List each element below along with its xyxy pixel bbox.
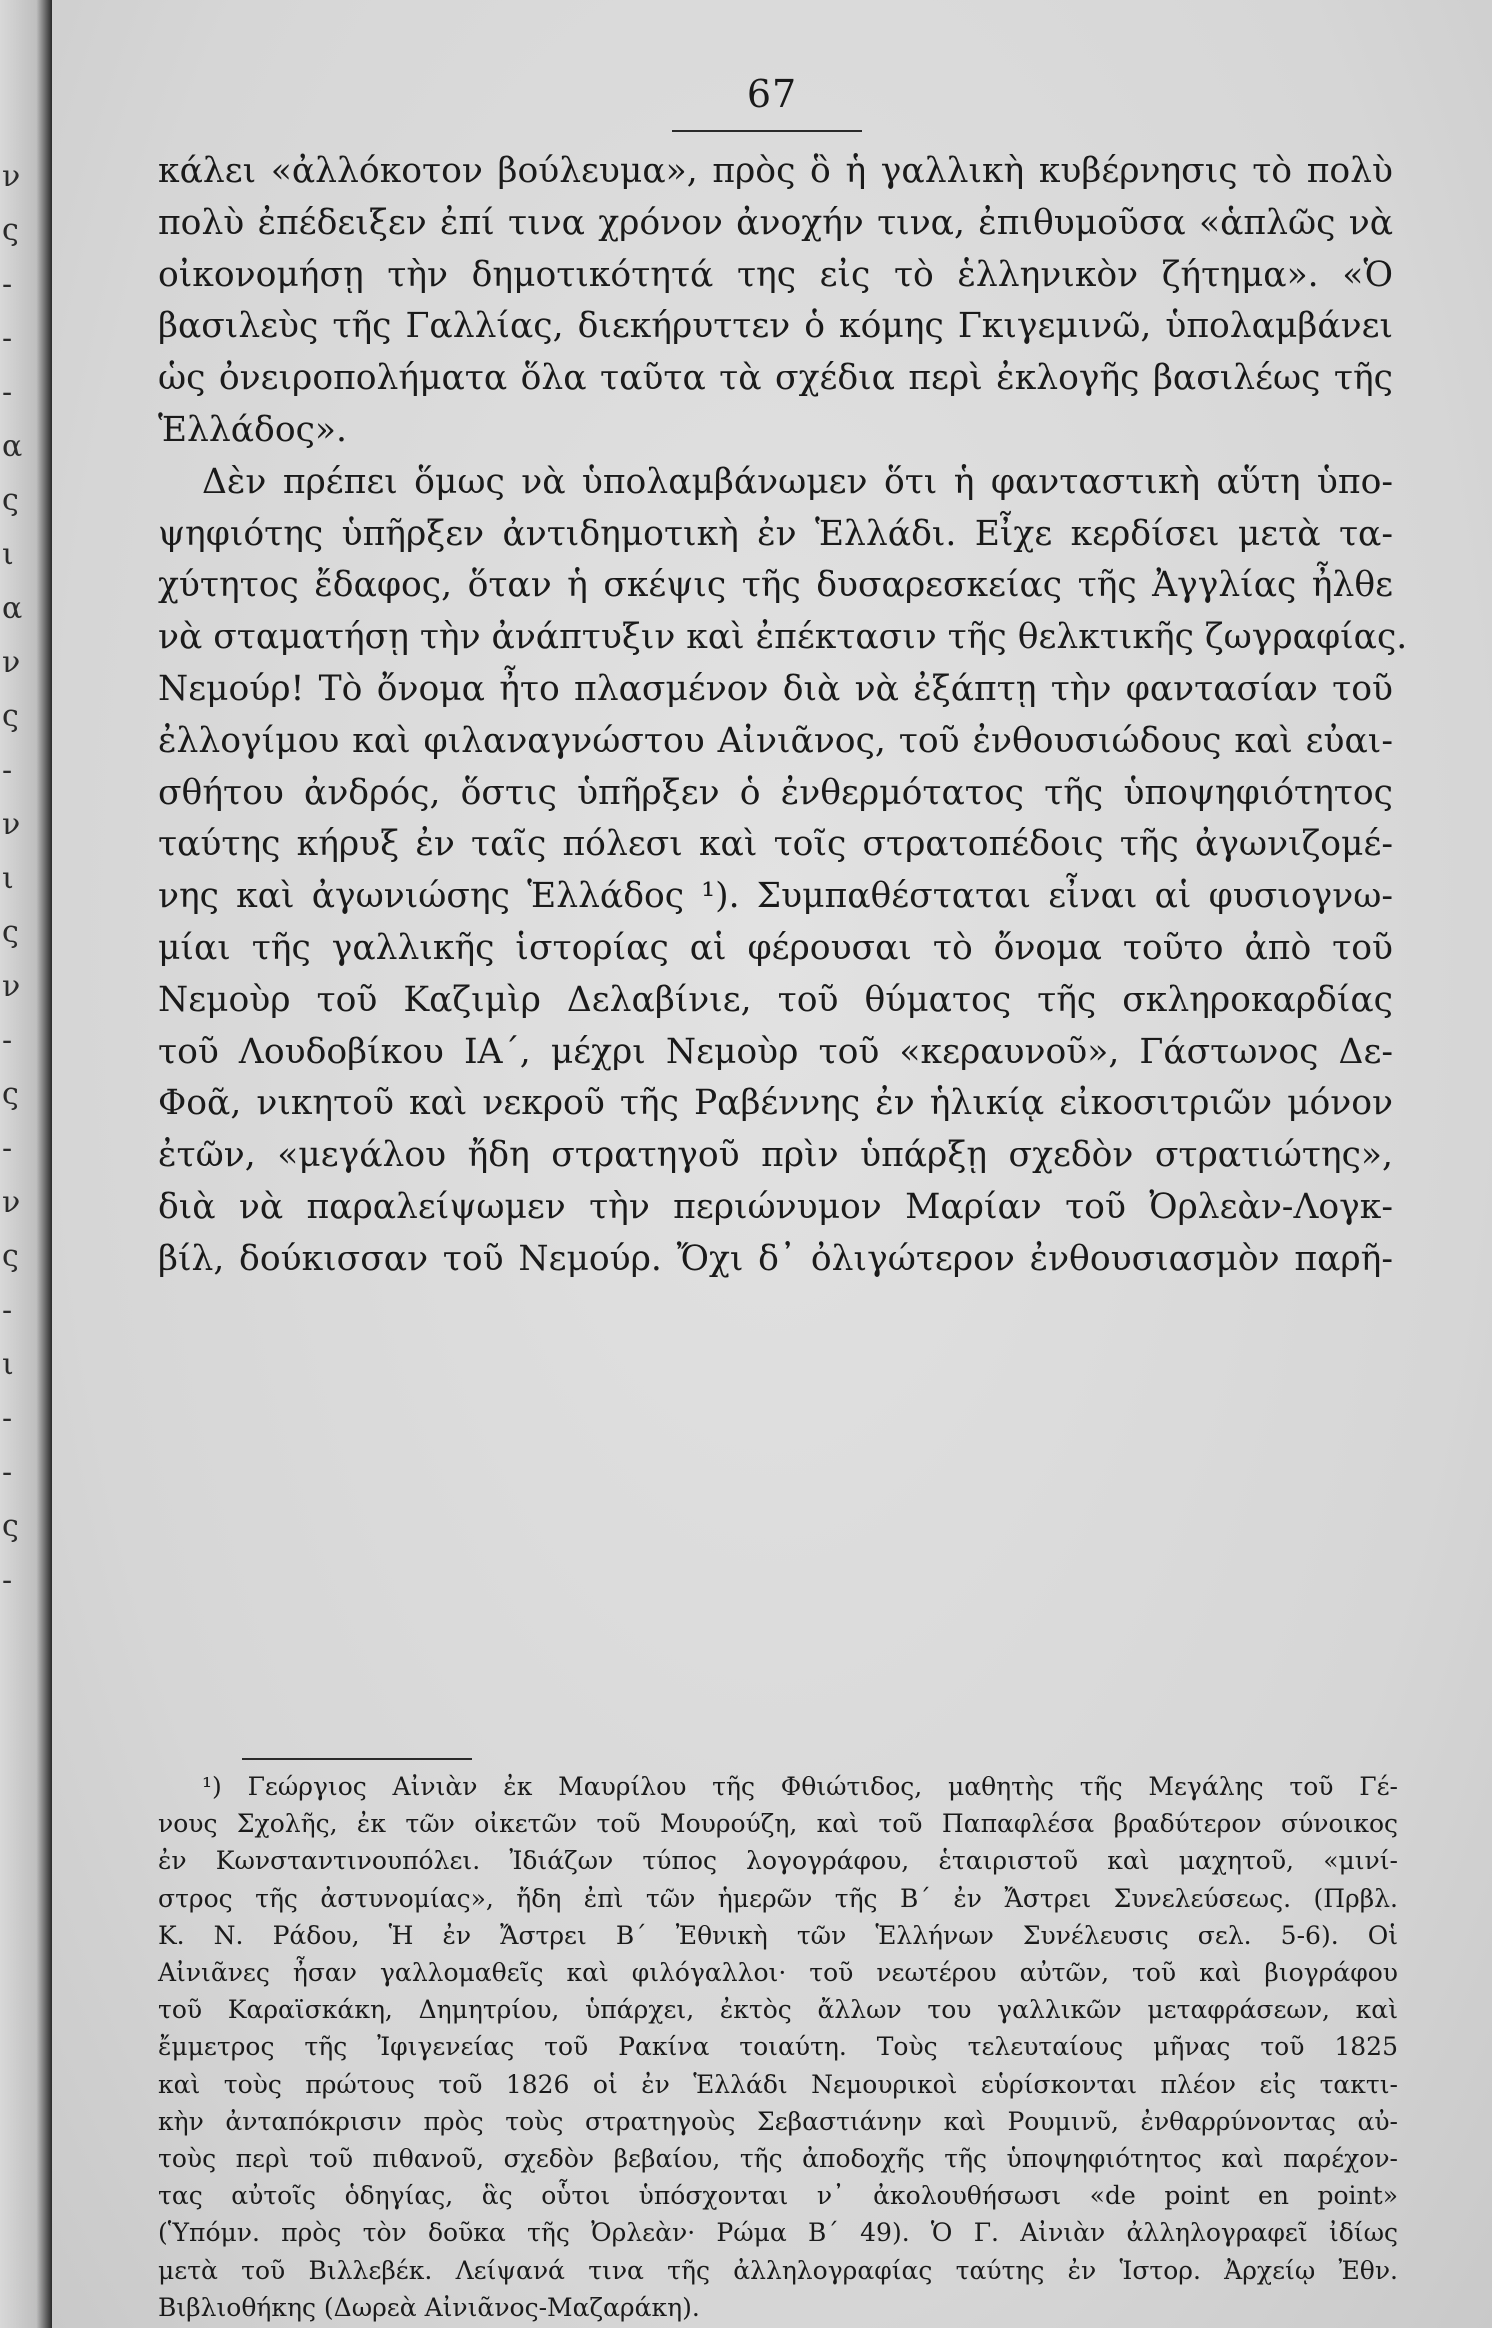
book-page	[52, 0, 1492, 2328]
footnote-line: ¹) Γεώργιος Αἰνιὰν ἐκ Μαυρίλου τῆς Φθιώτιδος, μαθητὴς τῆς Μεγάλης τοῦ Γέ-	[202, 1772, 1398, 1801]
text-line: Νεμοὺρ τοῦ Καζιμὶρ Δελαβίνιε, τοῦ θύματος τῆς σκληροκαρδίας	[158, 979, 1393, 1020]
facing-page-margin-glyphs	[2, 150, 22, 1608]
text-line: χύτητος ἔδαφος, ὅταν ἡ σκέψις τῆς δυσαρεσκείας τῆς Ἀγγλίας ἦλθε	[158, 565, 1393, 606]
text-line: νης καὶ ἀγωνιώσης Ἑλλάδος ¹). Συμπαθέσταται εἶναι αἱ φυσιογνω-	[158, 876, 1393, 917]
facing-margin-glyph: ν	[2, 645, 21, 680]
facing-margin-glyph: ν	[2, 969, 21, 1004]
facing-margin-glyph: -	[2, 375, 13, 410]
text-line: ταύτης κήρυξ ἐν ταῖς πόλεσι καὶ τοῖς στρατοπέδοις τῆς ἀγωνιζομέ-	[158, 824, 1393, 865]
text-line: πολὺ ἐπέδειξεν ἐπί τινα χρόνον ἀνοχήν τινα, ἐπιθυμοῦσα «ἁπλῶς νὰ	[158, 202, 1393, 243]
text-line: Νεμούρ! Τὸ ὄνομα ἦτο πλασμένον διὰ νὰ ἐξάπτῃ τὴν φαντασίαν τοῦ	[158, 668, 1393, 709]
body-text	[158, 146, 1408, 1286]
text-line: ἐλλογίμου καὶ φιλαναγνώστου Αἰνιᾶνος, τοῦ ἐνθουσιώδους καὶ εὐαι-	[158, 720, 1393, 761]
text-line: κάλει «ἀλλόκοτον βούλευμα», πρὸς ὃ ἡ γαλλικὴ κυβέρνησις τὸ πολὺ	[158, 151, 1393, 191]
footnote-line: τοὺς περὶ τοῦ πιθανοῦ, σχεδὸν βεβαίου, τῆς ἀποδοχῆς τῆς ὑποψηφιότητος καὶ παρέχον-	[158, 2144, 1398, 2174]
footnote-line: Κ. Ν. Ράδου, Ἡ ἐν Ἄστρει Β΄ Ἐθνικὴ τῶν Ἑλλήνων Συνέλευσις σελ. 5-6). Οἱ	[158, 1920, 1398, 1950]
facing-margin-glyph: -	[2, 267, 13, 302]
facing-margin-glyph: -	[2, 1563, 13, 1598]
footnotes	[158, 1768, 1398, 2326]
facing-margin-glyph: -	[2, 1131, 13, 1166]
footnote-line: τοῦ Καραϊσκάκη, Δημητρίου, ὑπάρχει, ἐκτὸς ἄλλων του γαλλικῶν μεταφράσεων, καὶ	[158, 1995, 1398, 2025]
footnote-rule	[242, 1758, 472, 1760]
facing-margin-glyph: -	[2, 1401, 13, 1436]
text-line: Φοᾶ, νικητοῦ καὶ νεκροῦ τῆς Ραβέννης ἐν ἡλικίᾳ εἰκοσιτριῶν μόνον	[158, 1083, 1393, 1124]
facing-margin-glyph: ς	[2, 915, 19, 950]
text-line: μίαι τῆς γαλλικῆς ἱστορίας αἱ φέρουσαι τὸ ὄνομα τοῦτο ἀπὸ τοῦ	[158, 927, 1393, 968]
text-line: σθήτου ἀνδρός, ὅστις ὑπῆρξεν ὁ ἐνθερμότατος τῆς ὑποψηφιότητος	[158, 772, 1393, 813]
paragraph-1	[158, 146, 1393, 457]
facing-margin-glyph: ν	[2, 159, 21, 194]
page-number-rule	[672, 130, 862, 132]
facing-margin-glyph: -	[2, 1023, 13, 1058]
footnote-line: μετὰ τοῦ Βιλλεβέκ. Λείψανά τινα τῆς ἀλληλογραφίας ταύτης ἐν Ἱστορ. Ἀρχείῳ Ἐθν.	[158, 2255, 1398, 2285]
facing-margin-glyph: ν	[2, 807, 21, 842]
facing-margin-glyph: ι	[2, 537, 14, 572]
facing-margin-glyph: -	[2, 1293, 13, 1328]
facing-margin-glyph: ς	[2, 483, 19, 518]
facing-margin-glyph: α	[2, 429, 23, 464]
footnote-line: κὴν ἀνταπόκρισιν πρὸς τοὺς στρατηγοὺς Σεβαστιάνην καὶ Ρουμινῦ, ἐνθαρρύνοντας αὐ-	[158, 2106, 1398, 2136]
footnote-line: στρος τῆς ἀστυνομίας», ἤδη ἐπὶ τῶν ἡμερῶν τῆς Β΄ ἐν Ἄστρει Συνελεύσεως. (Πρβλ.	[158, 1883, 1398, 1913]
paragraph-2	[158, 457, 1408, 1286]
facing-margin-glyph: ι	[2, 1347, 14, 1382]
footnote-line: Αἰνιᾶνες ἦσαν γαλλομαθεῖς καὶ φιλόγαλλοι· τοῦ νεωτέρου αὐτῶν, τοῦ καὶ βιογράφου	[158, 1958, 1398, 1988]
facing-margin-glyph: -	[2, 753, 13, 788]
facing-margin-glyph: ς	[2, 213, 19, 248]
facing-margin-glyph: α	[2, 591, 23, 626]
text-line: Ἑλλάδος».	[158, 409, 347, 450]
text-line: ἐτῶν, «μεγάλου ἤδη στρατηγοῦ πρὶν ὑπάρξῃ σχεδὸν στρατιώτης»,	[158, 1135, 1393, 1176]
text-line: διὰ νὰ παραλείψωμεν τὴν περιώνυμον Μαρίαν τοῦ Ὀρλεὰν-Λογκ-	[158, 1186, 1393, 1227]
text-line: βασιλεὺς τῆς Γαλλίας, διεκήρυττεν ὁ κόμης Γκιγεμινῶ, ὑπολαμβάνει	[158, 306, 1393, 347]
facing-margin-glyph: ι	[2, 861, 14, 896]
text-line: βίλ, δούκισσαν τοῦ Νεμούρ. Ὄχι δ᾽ ὀλιγώτερον ἐνθουσιασμὸν παρῆ-	[158, 1238, 1393, 1279]
facing-margin-glyph: -	[2, 321, 13, 356]
facing-margin-glyph: ν	[2, 1185, 21, 1220]
text-line: νὰ σταματήσῃ τὴν ἀνάπτυξιν καὶ ἐπέκτασιν τῆς θελκτικῆς ζωγραφίας.	[158, 617, 1408, 658]
facing-margin-glyph: ς	[2, 699, 19, 734]
facing-margin-glyph: -	[2, 1455, 13, 1490]
facing-margin-glyph: ς	[2, 1239, 19, 1274]
footnote-line: καὶ τοὺς πρώτους τοῦ 1826 οἱ ἐν Ἑλλάδι Νεμουρικοὶ εὑρίσκονται πλέον εἰς τακτι-	[158, 2069, 1398, 2099]
footnote-line: τας αὐτοῖς ὁδηγίας, ἃς οὗτοι ὑπόσχονται ν᾽ ἀκολουθήσωσι «de point en point»	[158, 2181, 1398, 2211]
text-line: ψηφιότης ὑπῆρξεν ἀντιδημοτικὴ ἐν Ἑλλάδι. Εἶχε κερδίσει μετὰ τα-	[158, 513, 1393, 554]
text-line: Δὲν πρέπει ὅμως νὰ ὑπολαμβάνωμεν ὅτι ἡ φανταστικὴ αὕτη ὑπο-	[202, 461, 1393, 502]
text-line: τοῦ Λουδοβίκου ΙΑ΄, μέχρι Νεμοὺρ τοῦ «κεραυνοῦ», Γάστωνος Δε-	[158, 1031, 1393, 1072]
text-line: οἰκονομήσῃ τὴν δημοτικότητά της εἰς τὸ ἑλληνικὸν ζήτημα». «Ὁ	[158, 254, 1393, 295]
facing-margin-glyph: ς	[2, 1509, 19, 1544]
footnote-line: ἔμμετρος τῆς Ἰφιγενείας τοῦ Ρακίνα τοιαύτη. Τοὺς τελευταίους μῆνας τοῦ 1825	[158, 2032, 1398, 2062]
facing-margin-glyph: ς	[2, 1077, 19, 1112]
text-line: ὡς ὀνειροπολήματα ὅλα ταῦτα τὰ σχέδια περὶ ἐκλογῆς βασιλέως τῆς	[158, 358, 1393, 399]
footnote-line: Βιβλιοθήκης (Δωρεὰ Αἰνιᾶνος-Μαζαράκη).	[158, 2292, 700, 2322]
footnote-line: (Ὑπόμν. πρὸς τὸν δοῦκα τῆς Ὀρλεὰν· Ρώμα Β΄ 49). Ὁ Γ. Αἰνιὰν ἀλληλογραφεῖ ἰδίως	[158, 2218, 1398, 2248]
page-number: 67	[746, 72, 798, 116]
footnote-line: ἐν Κωνσταντινουπόλει. Ἰδιάζων τύπος λογογράφου, ἑταιριστοῦ καὶ μαχητοῦ, «μινί-	[158, 1846, 1398, 1876]
footnote-line: νους Σχολῆς, ἐκ τῶν οἰκετῶν τοῦ Μουρούζη, καὶ τοῦ Παπαφλέσα βραδύτερον σύνοικος	[158, 1809, 1398, 1839]
